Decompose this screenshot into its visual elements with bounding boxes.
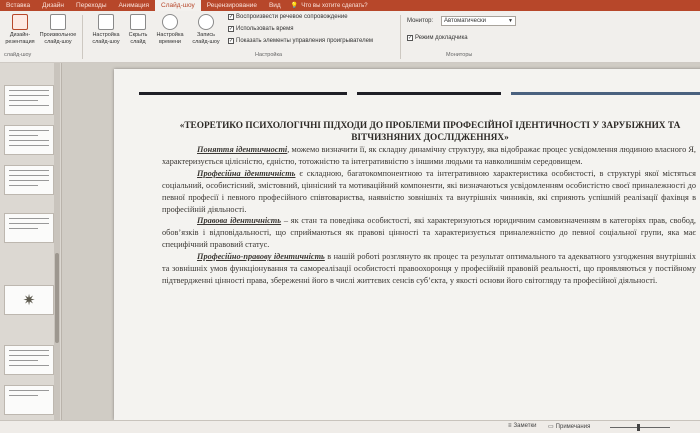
comments-button[interactable] xyxy=(548,423,590,430)
ribbon xyxy=(0,11,700,63)
tab-animation[interactable]: Анимация xyxy=(118,2,150,9)
term: Професійна ідентичність xyxy=(197,168,296,178)
play-narrations-label: Воспроизвести речевое сопровождение xyxy=(236,14,348,20)
slide-thumbnail[interactable] xyxy=(4,85,54,115)
record-slideshow-button[interactable] xyxy=(186,14,226,45)
status-bar xyxy=(0,420,700,433)
use-timings-label: Использовать время xyxy=(236,26,294,32)
slide-thumbnail[interactable] xyxy=(4,165,54,195)
decorative-bar xyxy=(139,92,347,95)
paragraph-text: – як стан та поведінка особистості, які характеризуються юридичним самовизначенням в категоріях прав, свобод, обов’язків і відповідальності, що сприймаються як правові цінності та характеризується приналежністю до певної соціальної групи, яка має специфічний правовий статус. xyxy=(162,216,697,250)
term: Поняття ідентичності xyxy=(197,145,288,154)
rehearse-timings-button[interactable] xyxy=(150,14,190,45)
zoom-slider[interactable] xyxy=(610,427,670,428)
slide-thumbnail[interactable] xyxy=(4,213,54,243)
present-design-button[interactable] xyxy=(0,14,40,45)
ribbon-separator xyxy=(82,15,83,59)
presenter-view-label: Режим докладчика xyxy=(415,35,468,41)
decorative-bar xyxy=(357,92,501,95)
term: Правова ідентичність xyxy=(197,216,282,226)
paragraph-text: , можемо визначити її, як складну динамічну структуру, яка відображає процес усвідомлення людиною власного Я, характеризується цілісністю, єдністю, тотожністю та інтегративністю з іншими людьми та навколишнім середовищем. xyxy=(162,145,696,166)
checkmark-icon: ✓ xyxy=(229,14,234,20)
setup-icon xyxy=(98,14,114,30)
hide-slide-icon xyxy=(130,14,146,30)
checkmark-icon: ✓ xyxy=(408,35,413,41)
chevron-down-icon: ▼ xyxy=(508,18,513,24)
slide-thumbnail-pane xyxy=(0,63,62,420)
show-media-controls-checkbox[interactable] xyxy=(228,38,373,44)
paragraph xyxy=(162,251,696,287)
ribbon-separator xyxy=(400,15,401,59)
rehearse-timings-label: Настройка времени xyxy=(156,32,184,45)
star-emblem-icon: ✷ xyxy=(22,292,36,309)
current-slide[interactable] xyxy=(114,69,700,420)
zoom-slider-knob[interactable] xyxy=(637,424,640,431)
custom-slideshow-label: Произвольное слайд-шоу xyxy=(39,32,77,45)
tab-design[interactable]: Дизайн xyxy=(42,2,65,9)
group-label-monitors: Мониторы xyxy=(446,52,473,58)
tell-me-box[interactable] xyxy=(291,2,368,9)
notes-label: Заметки xyxy=(513,423,537,429)
tab-view[interactable]: Вид xyxy=(268,2,281,9)
decorative-bar xyxy=(511,92,700,95)
tell-me-text: Что вы хотите сделать? xyxy=(301,2,368,9)
slideshow-icon xyxy=(12,14,28,30)
checkmark-icon: ✓ xyxy=(229,26,234,32)
group-label-start: слайд-шоу xyxy=(4,52,32,58)
tab-slideshow[interactable]: Слайд-шоу xyxy=(155,0,201,11)
monitor-select[interactable] xyxy=(441,16,516,26)
ribbon-tab-bar xyxy=(0,0,700,11)
lightbulb-icon: 💡 xyxy=(290,3,299,9)
custom-show-icon xyxy=(50,14,66,30)
setup-slideshow-label: Настройка слайд-шоу xyxy=(92,32,120,45)
slide-thumbnail[interactable] xyxy=(4,385,54,415)
comments-label: Примечания xyxy=(555,423,591,430)
slide-thumbnail[interactable] xyxy=(4,345,54,375)
show-media-controls-label: Показать элементы управления проигрывателем xyxy=(236,38,374,44)
present-design-label: Дизайн- резентация xyxy=(5,32,35,45)
timer-icon xyxy=(162,14,178,30)
slide-body-text[interactable] xyxy=(162,144,696,287)
paragraph xyxy=(162,215,696,251)
custom-slideshow-button[interactable] xyxy=(38,14,78,45)
presenter-view-checkbox[interactable] xyxy=(407,35,468,41)
comment-icon: ▭ xyxy=(548,424,554,430)
checkmark-icon: ✓ xyxy=(229,38,234,44)
group-label-setup: Настройка xyxy=(255,52,283,58)
record-slideshow-label: Запись слайд-шоу xyxy=(192,32,220,45)
scrollbar-handle[interactable] xyxy=(55,253,59,343)
paragraph xyxy=(162,168,696,216)
paragraph xyxy=(162,144,696,168)
record-icon xyxy=(198,14,214,30)
slide-editing-area xyxy=(62,63,700,420)
slide-title[interactable]: «ТЕОРЕТИКО ПСИХОЛОГІЧНІ ПІДХОДИ ДО ПРОБЛЕМИ ПРОФЕСІЙНОЇ ІДЕНТИЧНОСТІ У ЗАРУБІЖНИХ ТА ВІТЧИЗНЯНИХ ДОСЛІДЖЕННЯХ» xyxy=(179,121,681,143)
play-narrations-checkbox[interactable] xyxy=(228,14,348,20)
notes-icon: ≡ xyxy=(508,423,512,429)
thumbnail-scrollbar[interactable] xyxy=(54,63,60,420)
monitor-value: Автоматически xyxy=(444,18,486,24)
slide-thumbnail[interactable] xyxy=(4,285,54,315)
paragraph-text: в нашій роботі розглянуто як процес та результат оптимального та адекватного узгодження внутрішніх та зовнішніх умов функціонування та самореалізації особистості правоохоронця у професійній правовій реальності, що проявляються у постійному підтвердженні цінності права, збереженні його в числі життєвих сенсів суб’єкта, у якості основи його світогляду та професійної діяльності. xyxy=(162,252,696,285)
tab-insert[interactable]: Вставка xyxy=(6,2,31,9)
tab-review[interactable]: Рецензирование xyxy=(206,2,257,9)
paragraph-text: є складною, багатокомпонентною та інтегративною характеристика особистості, в структурі якої містяться соціальний, особистісний, змістовний, ціннісний та мотиваційний компоненти, які визначаються усвідомленням особистістю своєї приналежності до певної професії і певного професійного співтовариства, наявністю зовнішніх та внутрішніх чинників, які сприяють успішній реалізації фахівця в професійній діяльності. xyxy=(162,168,696,214)
monitor-label: Монитор: xyxy=(407,18,434,24)
hide-slide-label: Скрыть слайд xyxy=(128,32,148,45)
term: Професійно-правову ідентичність xyxy=(197,252,325,262)
notes-button[interactable] xyxy=(508,423,536,429)
slide-thumbnail[interactable] xyxy=(4,125,54,155)
tab-transitions[interactable]: Переходы xyxy=(76,2,107,9)
use-timings-checkbox[interactable] xyxy=(228,26,294,32)
